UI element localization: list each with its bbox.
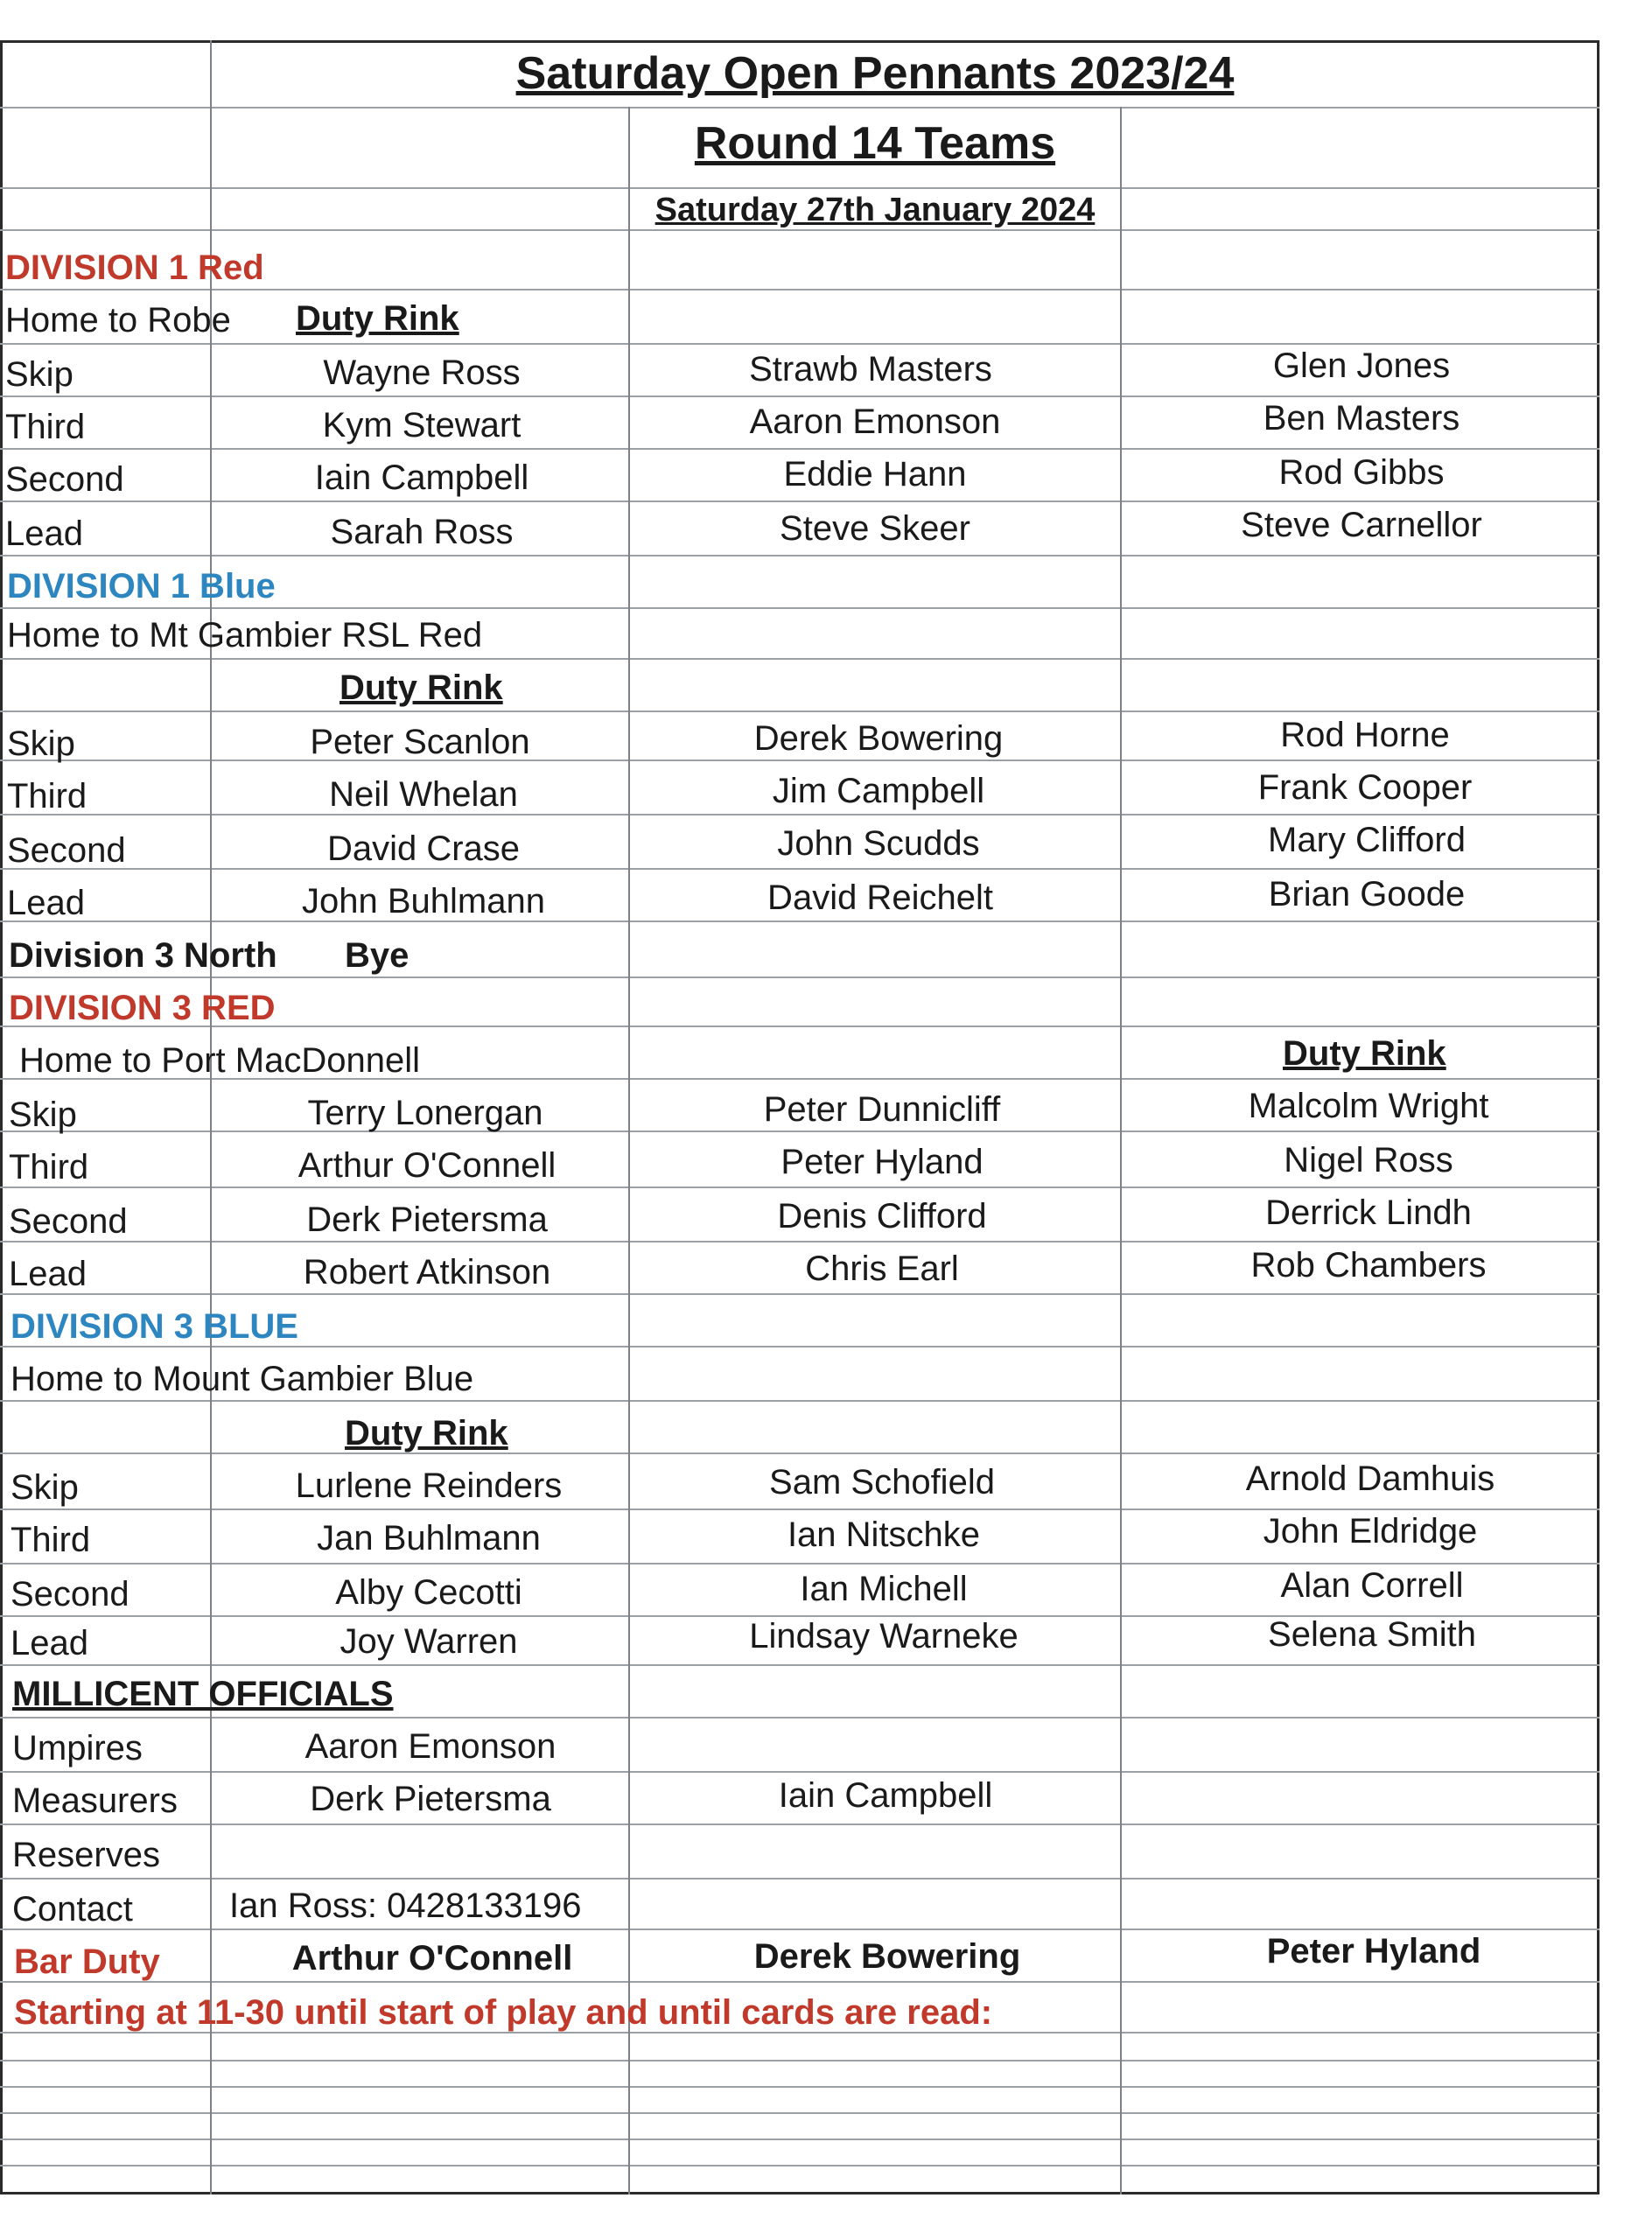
- div3-blue-lead-label: Lead: [10, 1624, 88, 1662]
- div3-red-skip-label: Skip: [9, 1096, 77, 1134]
- grid-row-line: [0, 448, 1600, 450]
- div3-blue-c3-r2: John Eldridge: [1263, 1512, 1478, 1550]
- div3-blue-c3-r4: Selena Smith: [1268, 1615, 1476, 1654]
- div1-red-c3-r3: Rod Gibbs: [1278, 453, 1445, 492]
- grid-row-line: [0, 2165, 1600, 2166]
- div1-red-c1-r2: Kym Stewart: [322, 406, 522, 444]
- div3-red-lead-label: Lead: [9, 1255, 87, 1293]
- grid-row-line: [0, 920, 1600, 922]
- div1-red-duty-rink: Duty Rink: [296, 299, 459, 338]
- grid-row-line: [0, 976, 1600, 978]
- div3-red-home: Home to Port MacDonnell: [19, 1041, 420, 1080]
- bar-duty-note: Starting at 11-30 until start of play and until cards are read:: [14, 1993, 993, 2032]
- div1-blue-third-label: Third: [7, 777, 88, 816]
- measurers-value-2: Iain Campbell: [778, 1776, 993, 1815]
- div1-red-home: Home to Robe: [5, 301, 231, 340]
- grid-row-line: [0, 2086, 1600, 2088]
- grid-row-line: [0, 107, 1600, 108]
- div1-red-second-label: Second: [5, 460, 124, 499]
- div3-blue-c1-r3: Alby Cecotti: [335, 1573, 522, 1612]
- grid-row-line: [0, 1824, 1600, 1825]
- div3-blue-c2-r2: Ian Nitschke: [787, 1516, 981, 1554]
- div3-blue-skip-label: Skip: [10, 1468, 79, 1507]
- div1-red-c3-r4: Steve Carnellor: [1241, 506, 1482, 544]
- div3-red-c1-r2: Arthur O'Connell: [298, 1146, 556, 1185]
- div3-red-c2-r4: Chris Earl: [805, 1250, 959, 1288]
- div3-red-c3-r1: Malcolm Wright: [1248, 1087, 1489, 1125]
- grid-col-line: [210, 40, 212, 2194]
- div1-blue-second-label: Second: [7, 831, 126, 870]
- div3-red-duty-rink: Duty Rink: [1283, 1034, 1446, 1073]
- grid-row-line: [0, 1664, 1600, 1666]
- officials-heading: MILLICENT OFFICIALS: [12, 1675, 394, 1713]
- div1-blue-c3-r2: Frank Cooper: [1257, 768, 1473, 807]
- div1-blue-heading: DIVISION 1 Blue: [7, 567, 276, 606]
- div3-blue-duty-rink: Duty Rink: [345, 1414, 508, 1452]
- bar-duty-2: Derek Bowering: [753, 1937, 1021, 1976]
- grid-row-line: [0, 2060, 1600, 2062]
- div3-red-c2-r1: Peter Dunnicliff: [763, 1090, 1001, 1129]
- div1-red-heading: DIVISION 1 Red: [5, 248, 264, 287]
- grid-row-line: [0, 1452, 1600, 1454]
- bar-duty-3: Peter Hyland: [1266, 1932, 1481, 1970]
- div3-red-c3-r4: Rob Chambers: [1250, 1246, 1487, 1284]
- grid-row-line: [0, 2112, 1600, 2114]
- grid-row-line: [0, 500, 1600, 502]
- div3-north-bye: Bye: [345, 936, 410, 975]
- contact-value: Ian Ross: 0428133196: [229, 1886, 582, 1925]
- page-title: Saturday Open Pennants 2023/24: [515, 48, 1235, 99]
- grid-row-line: [0, 555, 1600, 556]
- grid-row-line: [0, 289, 1600, 290]
- div1-blue-c1-r1: Peter Scanlon: [310, 723, 530, 761]
- bar-duty-1: Arthur O'Connell: [291, 1939, 573, 1978]
- div1-red-c2-r1: Strawb Masters: [749, 350, 992, 388]
- div1-red-c1-r3: Iain Campbell: [314, 458, 529, 497]
- grid-row-line: [0, 1400, 1600, 1402]
- div3-blue-home: Home to Mount Gambier Blue: [10, 1360, 474, 1398]
- div1-blue-c3-r1: Rod Horne: [1280, 716, 1450, 754]
- grid-row-line: [0, 607, 1600, 609]
- grid-row-line: [0, 1293, 1600, 1295]
- div1-blue-duty-rink: Duty Rink: [340, 668, 503, 707]
- div1-red-c1-r1: Wayne Ross: [323, 354, 521, 392]
- div1-blue-c3-r3: Mary Clifford: [1268, 821, 1466, 859]
- div1-blue-c3-r4: Brian Goode: [1268, 875, 1466, 914]
- div3-red-c1-r3: Derk Pietersma: [306, 1200, 548, 1239]
- div3-blue-c2-r3: Ian Michell: [800, 1570, 968, 1608]
- grid-col-line: [628, 107, 630, 2194]
- div1-red-skip-label: Skip: [5, 355, 74, 394]
- grid-row-line: [0, 2138, 1600, 2140]
- div1-blue-c2-r1: Derek Bowering: [753, 719, 1004, 758]
- contact-label: Contact: [12, 1890, 133, 1928]
- grid-row-line: [0, 658, 1600, 660]
- div1-red-c2-r3: Eddie Hann: [783, 455, 967, 494]
- grid-row-line: [0, 1241, 1600, 1242]
- grid-row-line: [0, 868, 1600, 870]
- div3-blue-c2-r1: Sam Schofield: [769, 1463, 995, 1502]
- div3-red-c2-r2: Peter Hyland: [780, 1143, 984, 1181]
- div3-red-c1-r1: Terry Lonergan: [307, 1094, 543, 1132]
- div1-blue-lead-label: Lead: [7, 884, 85, 922]
- grid-row-line: [0, 760, 1600, 761]
- measurers-label: Measurers: [12, 1782, 178, 1820]
- grid-row-line: [0, 814, 1600, 816]
- div1-blue-c1-r4: John Buhlmann: [302, 882, 545, 920]
- umpires-value: Aaron Emonson: [304, 1727, 556, 1766]
- match-date: Saturday 27th January 2024: [654, 192, 1096, 228]
- div1-red-c3-r2: Ben Masters: [1263, 399, 1460, 438]
- umpires-label: Umpires: [12, 1729, 143, 1768]
- div3-blue-c2-r4: Lindsay Warneke: [749, 1617, 1018, 1656]
- div1-blue-c1-r3: David Crase: [326, 830, 521, 868]
- div1-blue-home: Home to Mt Gambier RSL Red: [7, 616, 483, 654]
- div3-blue-second-label: Second: [10, 1575, 130, 1614]
- measurers-value-1: Derk Pietersma: [310, 1780, 551, 1818]
- div1-red-c2-r2: Aaron Emonson: [749, 402, 1001, 441]
- div3-blue-third-label: Third: [10, 1521, 91, 1559]
- grid-col-line: [1120, 107, 1122, 2194]
- bar-duty-label: Bar Duty: [14, 1942, 160, 1981]
- div3-blue-c3-r1: Arnold Damhuis: [1245, 1460, 1495, 1498]
- div1-red-c2-r4: Steve Skeer: [780, 509, 970, 548]
- div3-red-c3-r3: Derrick Lindh: [1265, 1194, 1472, 1232]
- div1-red-lead-label: Lead: [5, 514, 83, 553]
- div3-blue-heading: DIVISION 3 BLUE: [10, 1307, 298, 1346]
- div3-red-heading: DIVISION 3 RED: [9, 989, 276, 1027]
- div3-red-c3-r2: Nigel Ross: [1284, 1141, 1453, 1180]
- div1-blue-c1-r2: Neil Whelan: [329, 775, 518, 814]
- div1-red-c3-r1: Glen Jones: [1272, 346, 1451, 385]
- grid-row-line: [0, 1878, 1600, 1880]
- round-title: Round 14 Teams: [694, 118, 1056, 169]
- div1-blue-c2-r2: Jim Campbell: [772, 772, 985, 810]
- grid-row-line: [0, 1186, 1600, 1188]
- div3-red-third-label: Third: [9, 1148, 89, 1186]
- div3-blue-c3-r3: Alan Correll: [1280, 1566, 1464, 1605]
- div1-red-third-label: Third: [5, 408, 86, 446]
- div3-blue-c1-r1: Lurlene Reinders: [295, 1466, 563, 1505]
- reserves-label: Reserves: [12, 1836, 160, 1874]
- div1-blue-c2-r3: John Scudds: [777, 824, 980, 863]
- div3-north-heading: Division 3 North: [9, 936, 277, 975]
- grid-row-line: [0, 1981, 1600, 1983]
- grid-row-line: [0, 1771, 1600, 1773]
- div3-blue-c1-r4: Joy Warren: [340, 1622, 518, 1661]
- grid-row-line: [0, 1717, 1600, 1718]
- grid-row-line: [0, 710, 1600, 712]
- div1-red-c1-r4: Sarah Ross: [330, 513, 514, 551]
- grid-row-line: [0, 1130, 1600, 1132]
- div1-blue-skip-label: Skip: [7, 724, 75, 763]
- div3-red-c2-r3: Denis Clifford: [777, 1197, 987, 1236]
- div3-red-c1-r4: Robert Atkinson: [303, 1253, 551, 1292]
- div1-blue-c2-r4: David Reichelt: [767, 878, 993, 917]
- div3-blue-c1-r2: Jan Buhlmann: [317, 1519, 541, 1558]
- div3-red-second-label: Second: [9, 1202, 128, 1241]
